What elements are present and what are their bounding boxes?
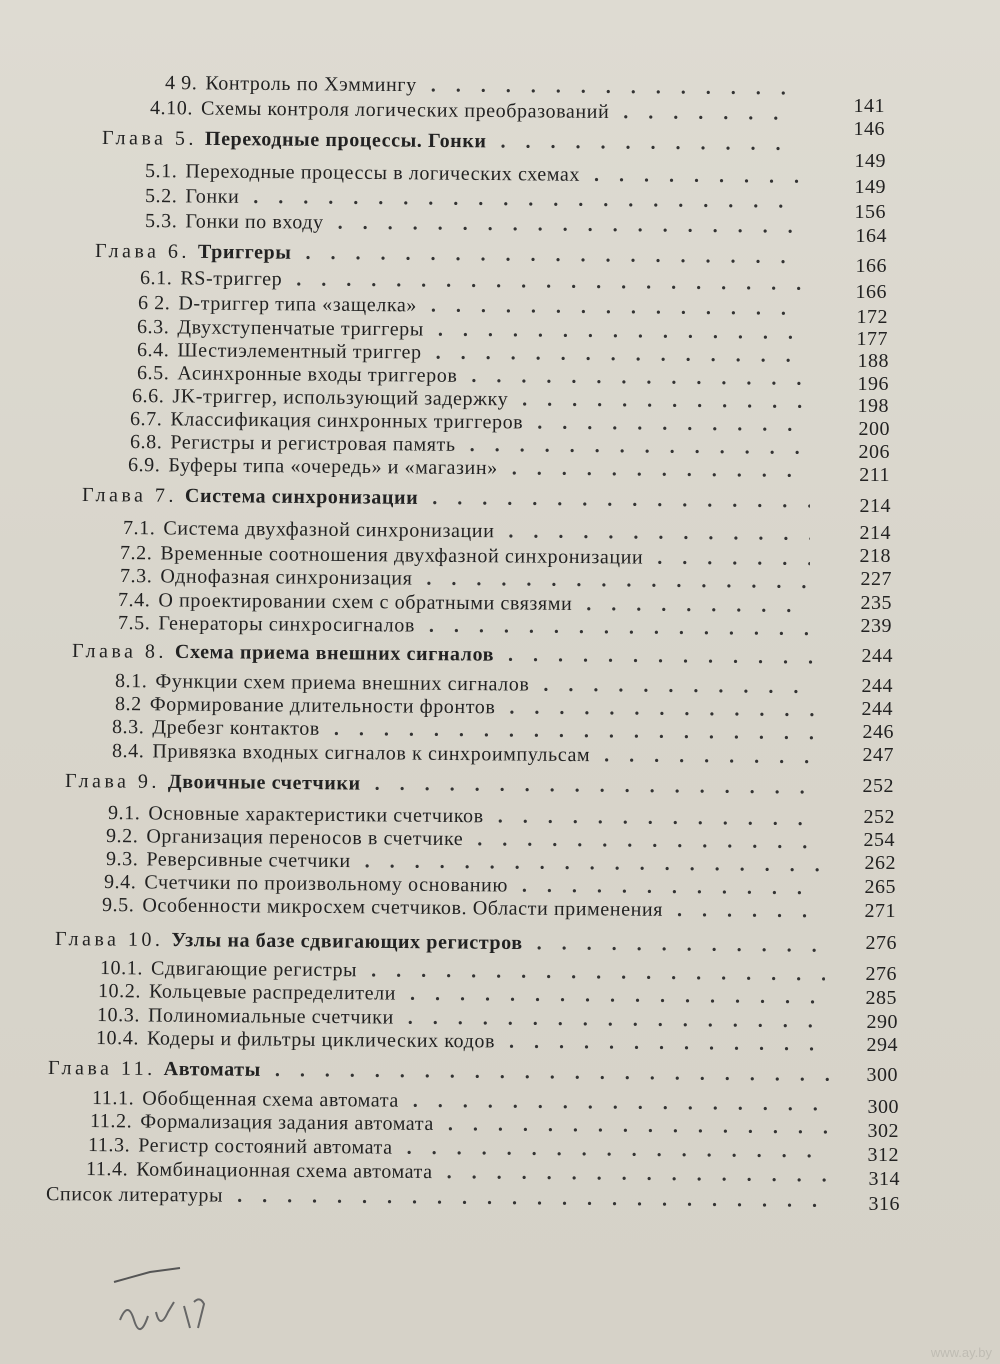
entry-title: Асинхронные входы триггеров xyxy=(177,361,458,387)
chapter-entry xyxy=(102,125,800,157)
section-entry xyxy=(102,892,820,924)
dot-leader xyxy=(623,101,790,125)
page-number: 214 xyxy=(859,522,891,544)
entry-number: 9.5. xyxy=(101,893,135,916)
entry-title: О проектировании схем с обратными связями xyxy=(158,588,573,615)
entry-title: Схемы контроля логических преобразований xyxy=(200,96,610,123)
section-entry xyxy=(118,610,810,642)
page-number: 252 xyxy=(862,775,894,797)
entry-title: Функции схем приема внешних сигналов xyxy=(155,669,530,696)
dot-leader xyxy=(432,487,810,513)
entry-number: 5.1. xyxy=(144,159,178,182)
entry-title: Регистры и регистровая память xyxy=(170,430,456,456)
entry-title: Временные соотношения двухфазной синхронизации xyxy=(160,541,644,569)
page-number: 172 xyxy=(856,306,888,328)
dot-leader xyxy=(594,163,800,188)
section-entry xyxy=(112,738,815,770)
entry-number: 11.4. xyxy=(85,1157,129,1180)
page-number: 316 xyxy=(868,1193,900,1215)
section-entry xyxy=(96,1025,825,1057)
page-number: 166 xyxy=(855,255,887,277)
entry-number: 6.4. xyxy=(136,338,170,361)
page-number: 276 xyxy=(865,963,897,985)
section-entry xyxy=(38,1181,835,1214)
entry-number: 10.3. xyxy=(96,1003,141,1026)
entry-title: Организация переносов в счетчике xyxy=(146,824,464,850)
entry-number: 6.6. xyxy=(131,384,165,407)
section-entry xyxy=(145,208,800,240)
page-number: 177 xyxy=(856,328,888,350)
entry-title: Триггеры xyxy=(197,240,292,264)
entry-title: Дребезг контактов xyxy=(152,715,320,740)
entry-title: Счетчики по произвольному основанию xyxy=(144,870,509,897)
dot-leader xyxy=(275,1058,830,1086)
page-number: 252 xyxy=(863,806,895,828)
entry-number: Глава 6. xyxy=(94,239,191,263)
entry-number: 8.1. xyxy=(114,669,148,692)
page-number: 262 xyxy=(864,852,896,874)
entry-number: 7.5. xyxy=(117,611,151,634)
page-number: 265 xyxy=(864,876,896,898)
entry-number: 7.3. xyxy=(119,564,153,587)
entry-number: 6.3. xyxy=(136,315,170,338)
entry-number: 6.9. xyxy=(127,453,161,476)
chapter-entry xyxy=(48,1055,830,1088)
entry-title: Переходные процессы. Гонки xyxy=(204,127,487,152)
entry-number: 11.1. xyxy=(91,1086,135,1109)
page-number: 156 xyxy=(854,201,886,223)
page-number: 235 xyxy=(860,592,892,614)
entry-title: Гонки xyxy=(185,184,240,208)
page-number: 227 xyxy=(860,568,892,590)
entry-number: 8.2 xyxy=(114,692,142,715)
section-entry xyxy=(150,95,790,127)
chapter-entry xyxy=(55,926,825,959)
page-number: 196 xyxy=(857,373,889,395)
page-number: 300 xyxy=(867,1096,899,1118)
chapter-entry xyxy=(82,482,810,514)
page-number: 141 xyxy=(853,95,885,117)
entry-title: Классификация синхронных триггеров xyxy=(170,407,524,433)
entry-title: Шестиэлементный триггер xyxy=(177,338,422,363)
page-number: 294 xyxy=(866,1034,898,1056)
page-number: 211 xyxy=(859,464,890,486)
entry-number: 6.8. xyxy=(129,430,163,453)
entry-number: 7.4. xyxy=(117,588,151,611)
entry-number: 6.7. xyxy=(129,407,163,430)
dot-leader xyxy=(537,932,825,958)
entry-title: Система синхронизации xyxy=(184,484,419,509)
entry-title: Список литературы xyxy=(45,1182,224,1207)
entry-number: Глава 8. xyxy=(71,639,168,663)
entry-title: Комбинационная схема автомата xyxy=(136,1157,433,1183)
entry-number: 5.3. xyxy=(144,209,178,232)
page-number: 247 xyxy=(862,744,894,766)
page-number: 290 xyxy=(866,1011,898,1033)
entry-title: Генераторы синхросигналов xyxy=(158,611,416,637)
page-number: 149 xyxy=(854,150,886,172)
entry-number: 6.5. xyxy=(136,361,170,384)
dot-leader xyxy=(431,74,790,100)
page-number: 246 xyxy=(862,721,894,743)
page-number: 312 xyxy=(867,1144,899,1166)
entry-title: Однофазная синхронизация xyxy=(160,564,413,590)
page-number: 244 xyxy=(861,698,893,720)
page-number: 254 xyxy=(863,829,895,851)
entry-title: D-триггер типа «защелка» xyxy=(178,291,418,316)
page-number: 314 xyxy=(868,1168,900,1190)
entry-number: Глава 7. xyxy=(81,483,178,507)
page-number: 244 xyxy=(861,675,893,697)
entry-title: Формализация задания автомата xyxy=(140,1109,434,1135)
entry-number: 4.10. xyxy=(149,96,194,119)
page-number: 146 xyxy=(853,118,885,140)
entry-number: 8.4. xyxy=(111,739,145,762)
dot-leader xyxy=(237,1184,835,1212)
entry-title: Схема приема внешних сигналов xyxy=(174,640,495,666)
entry-title: Основные характеристики счетчиков xyxy=(148,801,484,827)
section-entry xyxy=(128,452,805,484)
entry-title: Сдвигающие регистры xyxy=(150,956,358,981)
entry-number: 9.4. xyxy=(103,870,137,893)
entry-number: 9.1. xyxy=(107,801,141,824)
page-number: 188 xyxy=(857,350,889,372)
entry-number: 8.3. xyxy=(111,715,145,738)
entry-title: Полиномиальные счетчики xyxy=(147,1003,394,1029)
dot-leader xyxy=(509,1030,825,1056)
entry-title: Привязка входных сигналов к синхроимпульсам xyxy=(152,739,591,766)
entry-number: 11.3. xyxy=(87,1133,131,1156)
entry-number: 11.2. xyxy=(89,1109,133,1132)
watermark: www.ay.by xyxy=(930,1345,992,1360)
entry-title: Автоматы xyxy=(163,1057,261,1081)
dot-leader xyxy=(508,643,815,669)
page-number: 285 xyxy=(865,987,897,1009)
page-number: 149 xyxy=(854,176,886,198)
dot-leader xyxy=(677,899,820,923)
handwritten-mark xyxy=(110,1260,250,1360)
entry-title: Система двухфазной синхронизации xyxy=(163,516,495,542)
entry-number: Глава 10. xyxy=(54,927,164,951)
entry-number: 7.1. xyxy=(122,516,156,539)
entry-number: 4 9. xyxy=(164,71,198,94)
entry-title: Реверсивные счетчики xyxy=(146,847,351,872)
entry-title: Обобщенная схема автомата xyxy=(142,1086,399,1112)
entry-number: 9.3. xyxy=(105,847,139,870)
entry-number: 10.1. xyxy=(99,956,144,979)
entry-title: Особенности микросхем счетчиков. Области применения xyxy=(142,893,664,921)
dot-leader xyxy=(429,614,810,640)
entry-title: Формирование длительности фронтов xyxy=(149,692,496,718)
entry-number: 7.2. xyxy=(119,541,153,564)
page-number: 239 xyxy=(860,615,892,637)
chapter-entry xyxy=(72,638,815,670)
page-number: 244 xyxy=(861,645,893,667)
entry-title: Узлы на базе сдвигающих регистров xyxy=(171,928,523,954)
entry-title: RS-триггер xyxy=(180,266,283,290)
entry-title: Гонки по входу xyxy=(185,209,324,234)
entry-title: Кодеры и фильтры циклических кодов xyxy=(146,1026,496,1052)
entry-number: Глава 11. xyxy=(47,1056,156,1080)
entry-number: 10.2. xyxy=(97,979,142,1002)
entry-number: 10.4. xyxy=(95,1026,140,1049)
page-number: 200 xyxy=(858,418,890,440)
entry-title: Двухступенчатые триггеры xyxy=(177,315,424,341)
page-number: 206 xyxy=(858,441,890,463)
entry-title: Регистр состояний автомата xyxy=(138,1133,393,1159)
page-number: 214 xyxy=(859,495,891,517)
entry-number: 6 2. xyxy=(137,291,171,314)
dot-leader xyxy=(338,211,800,238)
entry-title: Кольцевые распределители xyxy=(148,979,397,1005)
page-number: 302 xyxy=(867,1120,899,1142)
entry-title: Двоичные счетчики xyxy=(167,770,361,795)
entry-number: Глава 5. xyxy=(101,126,198,150)
entry-number: Глава 9. xyxy=(64,769,161,793)
page-number: 166 xyxy=(855,281,887,303)
page-number: 164 xyxy=(855,225,887,247)
page-number: 198 xyxy=(857,395,889,417)
page-number: 271 xyxy=(864,900,896,922)
dot-leader xyxy=(657,546,810,570)
dot-leader xyxy=(604,744,815,769)
page-number: 276 xyxy=(865,932,897,954)
entry-title: Буферы типа «очередь» и «магазин» xyxy=(168,453,498,479)
entry-title: Переходные процессы в логических схемах xyxy=(185,159,581,186)
page-number: 300 xyxy=(866,1064,898,1086)
dot-leader xyxy=(447,1161,830,1187)
dot-leader xyxy=(375,772,820,799)
dot-leader xyxy=(501,130,801,156)
page-number: 218 xyxy=(859,545,891,567)
dot-leader xyxy=(508,520,810,546)
chapter-entry xyxy=(65,768,820,801)
entry-number: 9.2. xyxy=(105,824,139,847)
dot-leader xyxy=(512,457,805,483)
entry-number: 5.2. xyxy=(144,184,178,207)
entry-number: 6.1. xyxy=(139,266,173,289)
dot-leader xyxy=(305,241,805,268)
entry-title: JK-триггер, использующий задержку xyxy=(172,384,509,410)
entry-title: Контроль по Хэммингу xyxy=(205,71,417,96)
